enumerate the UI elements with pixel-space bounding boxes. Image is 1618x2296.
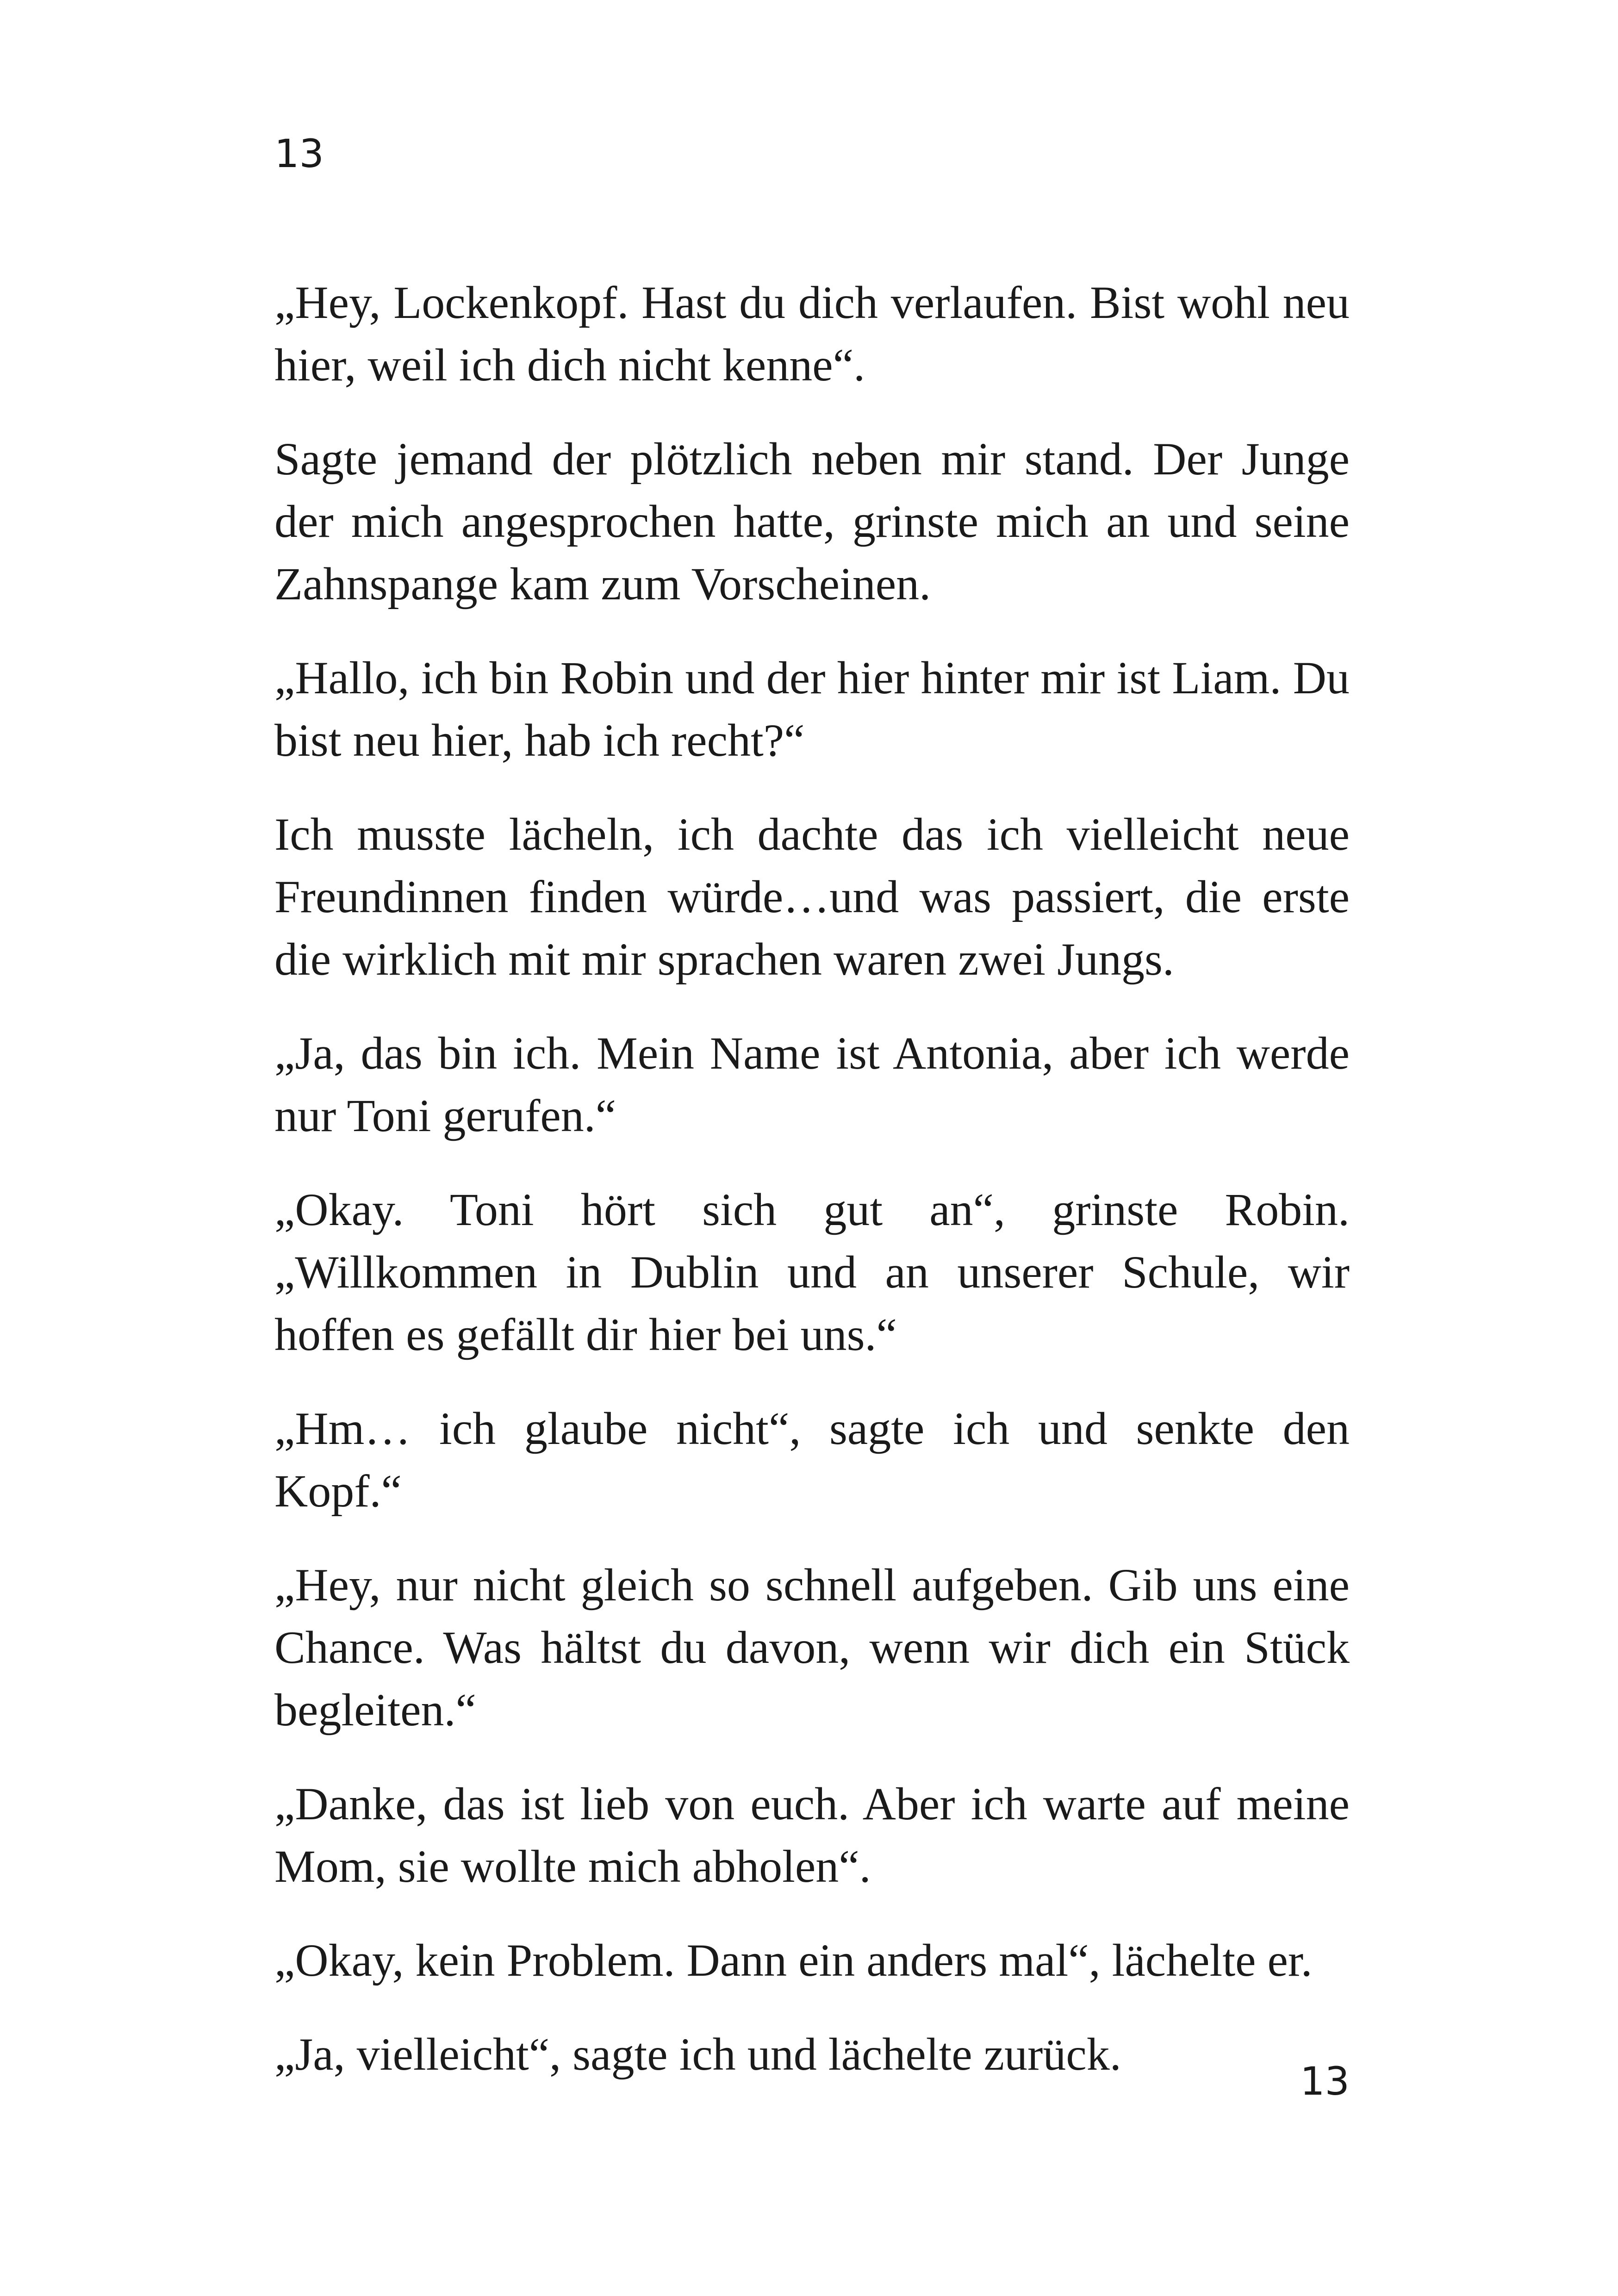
paragraph-1: „Hey, Lockenkopf. Hast du dich verlaufen. Bist wohl neu hier, weil ich dich nicht kenne“.: [274, 277, 1350, 391]
page-number-header: 13: [274, 131, 324, 176]
paragraph-8: „Hey, nur nicht gleich so schnell aufgeben. Gib uns eine Chance. Was hältst du davon, wenn wir dich ein Stück begleiten.“: [274, 1559, 1350, 1736]
page-number-footer: 13: [1300, 2059, 1350, 2104]
paragraph-5: „Ja, das bin ich. Mein Name ist Antonia, aber ich werde nur Toni gerufen.“: [274, 1027, 1350, 1141]
paragraph-11: „Ja, vielleicht“, sagte ich und lächelte zurück.: [274, 2028, 1121, 2080]
paragraph-3: „Hallo, ich bin Robin und der hier hinter mir ist Liam. Du bist neu hier, hab ich recht?“: [274, 652, 1350, 766]
paragraph-6: „Okay. Toni hört sich gut an“, grinste Robin. „Willkommen in Dublin und an unserer Schule, wir hoffen es gefällt dir hier bei uns.“: [274, 1184, 1350, 1360]
paragraph-4: Ich musste lächeln, ich dachte das ich vielleicht neue Freundinnen finden würde…und was passiert, die erste die wirklich mit mir sprachen waren zwei Jungs.: [274, 809, 1350, 985]
text-body: [274, 271, 1350, 2117]
paragraph-10: „Okay, kein Problem. Dann ein anders mal“, lächelte er.: [274, 1935, 1313, 1986]
paragraph-7: „Hm… ich glaube nicht“, sagte ich und senkte den Kopf.“: [274, 1403, 1350, 1517]
paragraph-9: „Danke, das ist lieb von euch. Aber ich warte auf meine Mom, sie wollte mich abholen“.: [274, 1778, 1350, 1892]
paragraph-2: Sagte jemand der plötzlich neben mir stand. Der Junge der mich angesprochen hatte, grinste mich an und seine Zahnspange kam zum Vorscheinen.: [274, 433, 1350, 610]
